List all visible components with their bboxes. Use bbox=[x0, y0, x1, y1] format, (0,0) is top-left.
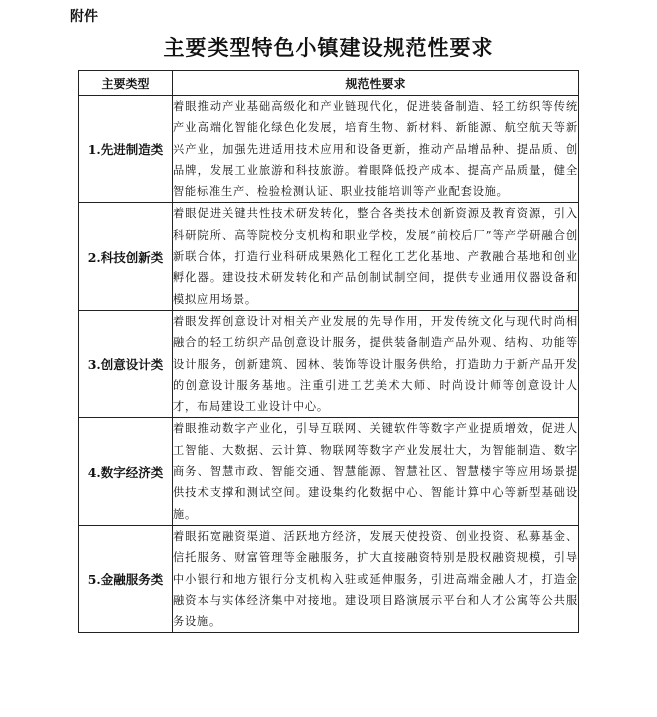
table-row bbox=[79, 203, 579, 310]
row-type: 1.先进制造类 bbox=[79, 96, 173, 203]
table-header-row bbox=[79, 71, 579, 96]
row-type: 2.科技创新类 bbox=[79, 203, 173, 310]
requirements-table bbox=[78, 70, 579, 633]
row-type: 3.创意设计类 bbox=[79, 310, 173, 417]
header-main-type: 主要类型 bbox=[79, 71, 173, 96]
page-title: 主要类型特色小镇建设规范性要求 bbox=[163, 35, 494, 60]
row-requirement: 着眼发挥创意设计对相关产业发展的先导作用，开发传统文化与现代时尚相融合的轻工纺织产品创意设计服务，提供装备制造产品外观、结构、功能等设计服务，创新建筑、园林、装饰等设计服务供给，打造助力于新产品开发的创意设计服务基地。注重引进工艺美术大师、时尚设计师等创意设计人才，布局建设工业设计中心。 bbox=[173, 310, 579, 417]
row-type: 4.数字经济类 bbox=[79, 418, 173, 525]
table-row bbox=[79, 310, 579, 417]
row-requirement: 着眼推动数字产业化，引导互联网、关键软件等数字产业提质增效，促进人工智能、大数据、云计算、物联网等数字产业发展壮大，为智能制造、数字商务、智慧市政、智能交通、智慧能源、智慧社区、智慧楼宇等应用场景提供技术支撑和测试空间。建设集约化数据中心、智能计算中心等新型基础设施。 bbox=[173, 418, 579, 525]
header-requirements: 规范性要求 bbox=[173, 71, 579, 96]
row-requirement: 着眼促进关键共性技术研发转化，整合各类技术创新资源及教育资源，引入科研院所、高等院校分支机构和职业学校，发展“前校后厂”等产学研融合创新联合体，打造行业科研成果熟化工程化工艺化基地、产教融合基地和创业孵化器。建设技术研发转化和产品创制试制空间，提供专业通用仪器设备和模拟应用场景。 bbox=[173, 203, 579, 310]
table-row bbox=[79, 418, 579, 525]
attachment-label: 附件 bbox=[70, 9, 98, 25]
row-type: 5.金融服务类 bbox=[79, 525, 173, 632]
row-requirement: 着眼推动产业基础高级化和产业链现代化，促进装备制造、轻工纺织等传统产业高端化智能化绿色化发展，培育生物、新材料、新能源、航空航天等新兴产业，加强先进适用技术应用和设备更新，推动产品增品种、提品质、创品牌，发展工业旅游和科技旅游。着眼降低投产成本、提高产品质量，健全智能标准生产、检验检测认证、职业技能培训等产业配套设施。 bbox=[173, 96, 579, 203]
row-requirement: 着眼拓宽融资渠道、活跃地方经济，发展天使投资、创业投资、私募基金、信托服务、财富管理等金融服务，扩大直接融资特别是股权融资规模，引导中小银行和地方银行分支机构入驻或延伸服务，引进高端金融人才，打造金融资本与实体经济集中对接地。建设项目路演展示平台和人才公寓等公共服务设施。 bbox=[173, 525, 579, 632]
table-row bbox=[79, 525, 579, 632]
table-row bbox=[79, 96, 579, 203]
